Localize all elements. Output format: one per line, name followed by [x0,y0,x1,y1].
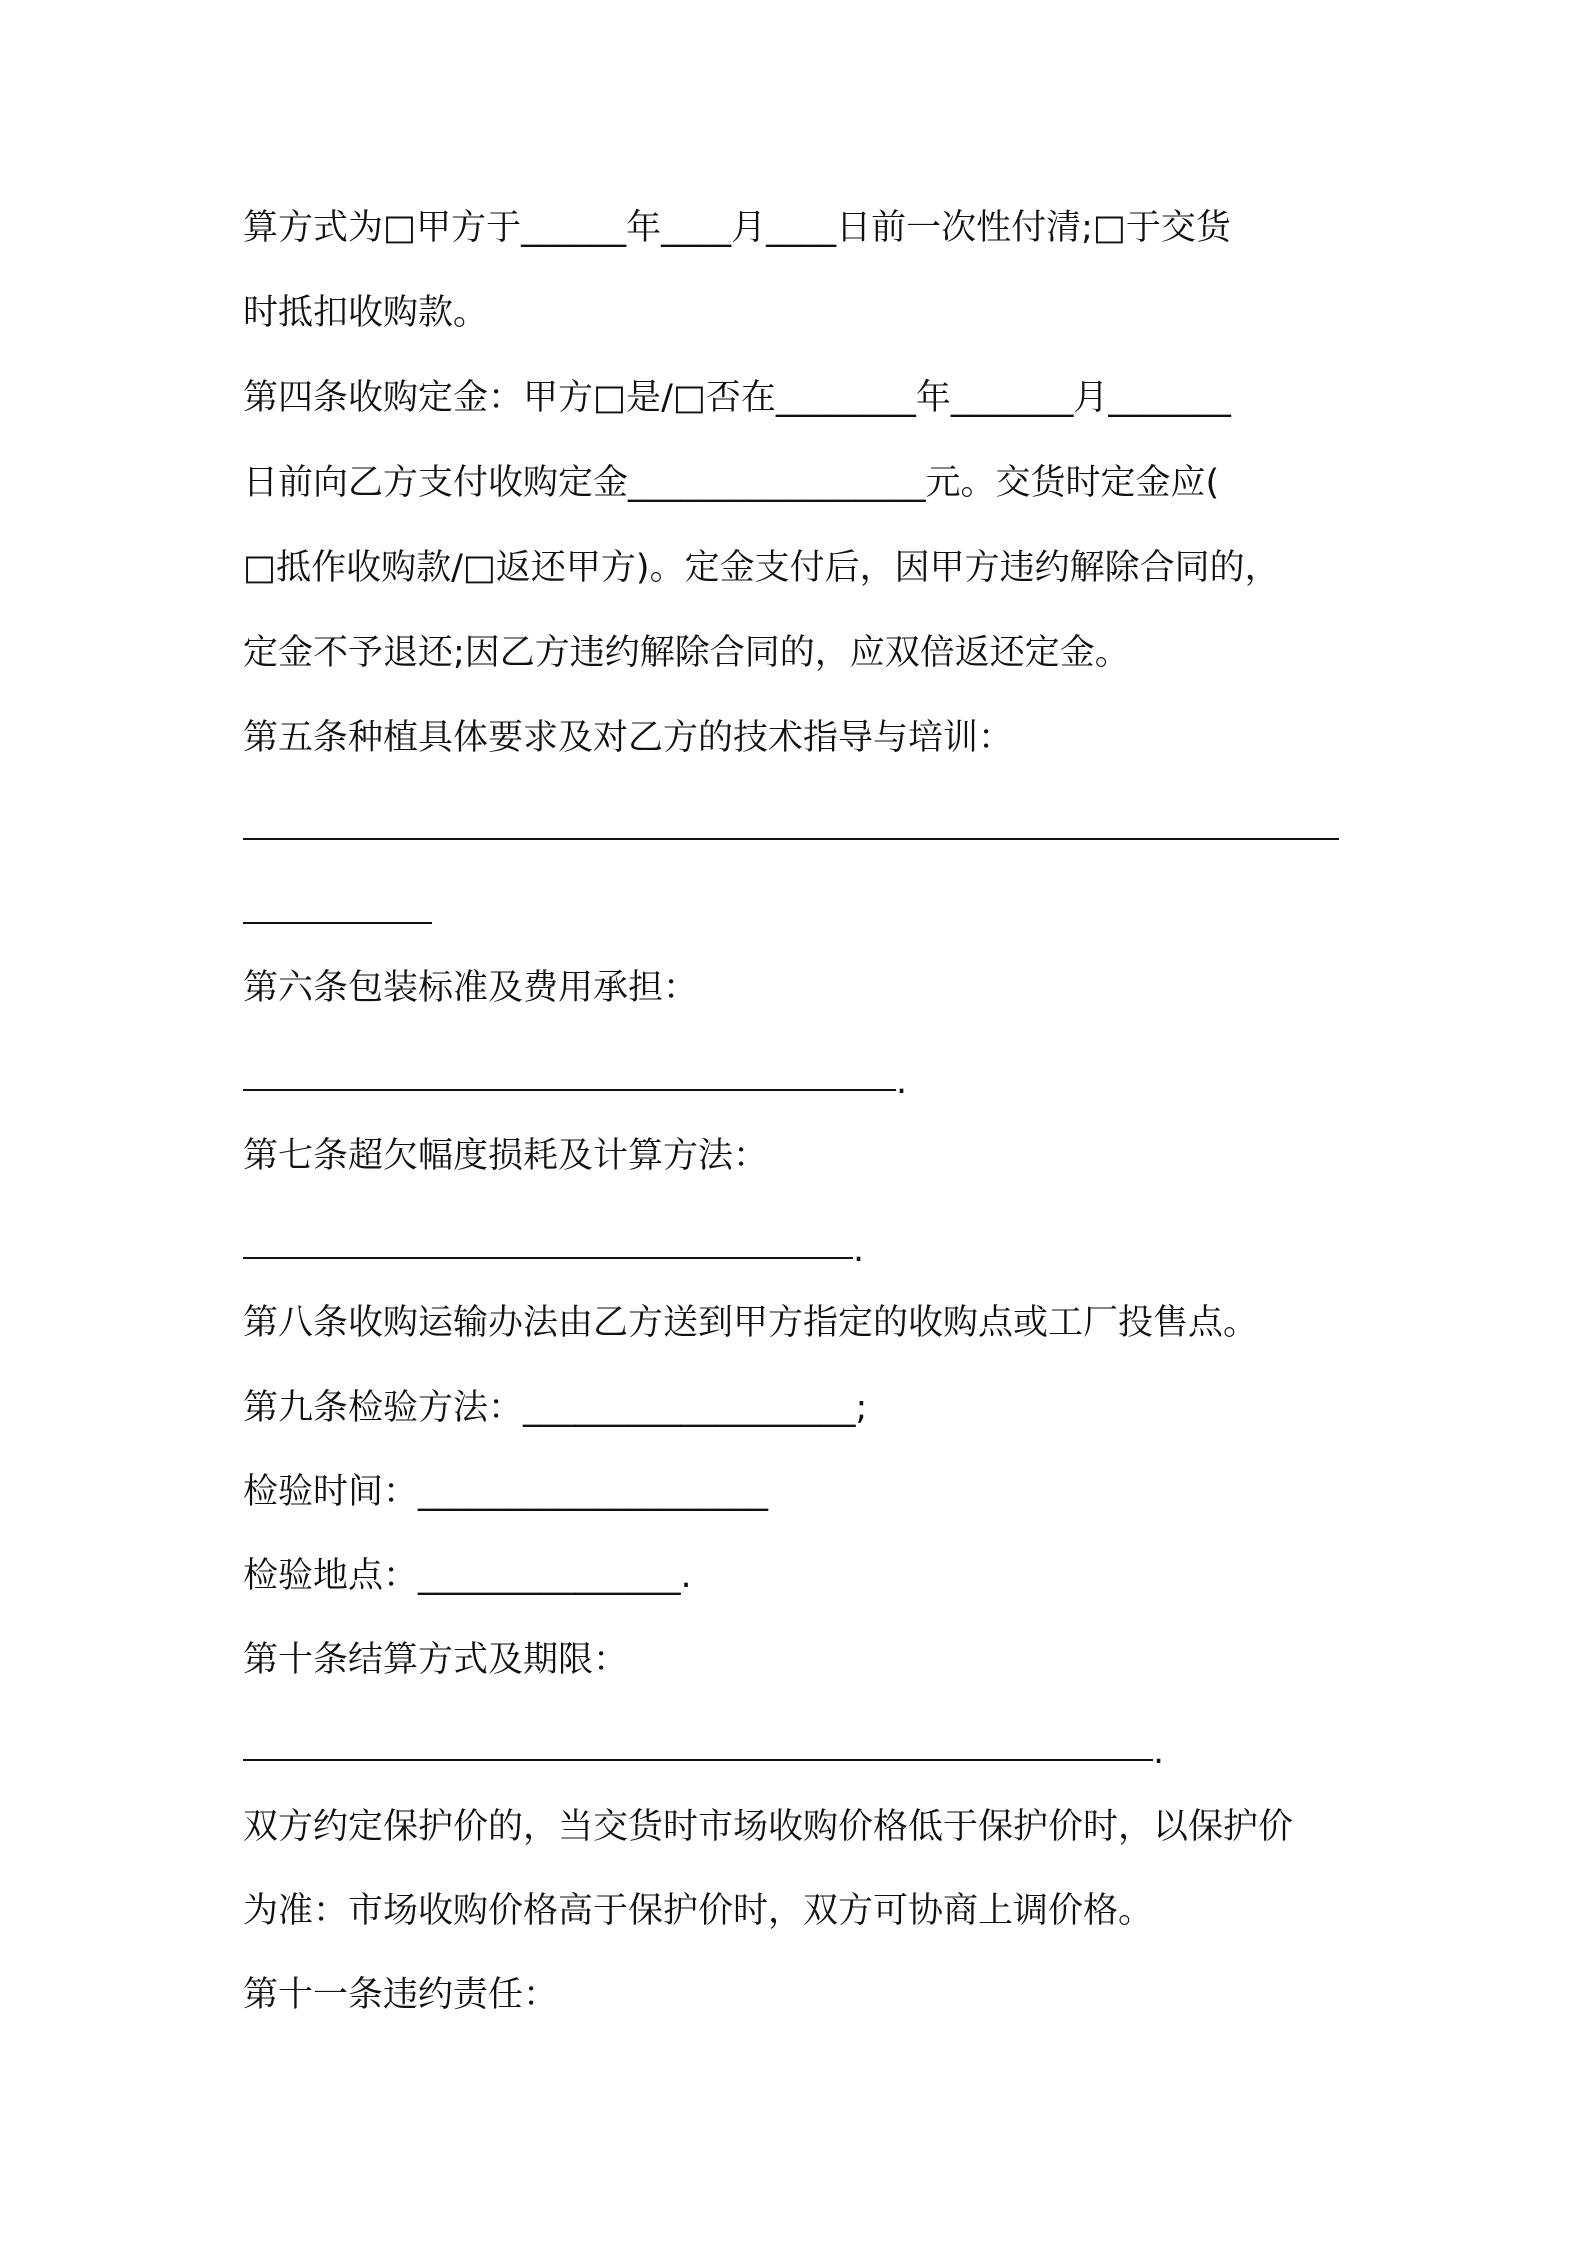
protection-price-line-1: 双方约定保护价的，当交货时市场收购价格低于保护价时，以保护价 [243,1807,1294,1847]
article-4-deposit-options-line: □抵作收购款/□返还甲方)。定金支付后，因甲方违约解除合同的， [243,548,1280,588]
article-11-heading: 第十一条违约责任： [243,1975,559,2015]
article-5-heading: 第五条种植具体要求及对乙方的技术指导与培训： [243,718,1014,758]
article-4-deposit-penalty-line: 定金不予退还;因乙方违约解除合同的，应双倍返还定金。 [243,633,1130,673]
article-6-end-mark: . [896,1062,908,1102]
article-7-heading: 第七条超欠幅度损耗及计算方法： [243,1136,769,1176]
article-6-heading: 第六条包装标准及费用承担： [243,968,699,1008]
article-5-blank-rule-2 [243,922,432,924]
article-10-heading: 第十条结算方式及期限： [243,1640,629,1680]
article-7-end-mark: . [853,1230,865,1270]
inspection-time-line: 检验时间：____________________ [243,1472,769,1512]
article-4-deposit-amount-line: 日前向乙方支付收购定金_________________元。交货时定金应( [243,463,1220,503]
article-3-payment-line: 算方式为□甲方于______年____月____日前一次性付清;□于交货 [243,208,1231,248]
article-7-blank-rule [243,1257,853,1259]
article-8-line: 第八条收购运输办法由乙方送到甲方指定的收购点或工厂投售点。 [243,1303,1259,1343]
article-9-method-line: 第九条检验方法：___________________; [243,1388,868,1428]
article-4-deposit-line: 第四条收购定金：甲方□是/□否在________年_______月_______ [243,378,1231,418]
article-10-blank-rule [243,1759,1153,1761]
article-10-end-mark: . [1153,1732,1165,1772]
protection-price-line-2: 为准：市场收购价格高于保护价时，双方可协商上调价格。 [243,1891,1154,1931]
inspection-place-line: 检验地点：_______________. [243,1556,692,1596]
article-3-payment-line-cont: 时抵扣收购款。 [243,293,489,333]
article-6-blank-rule [243,1089,896,1091]
article-5-blank-rule-1 [243,838,1339,840]
